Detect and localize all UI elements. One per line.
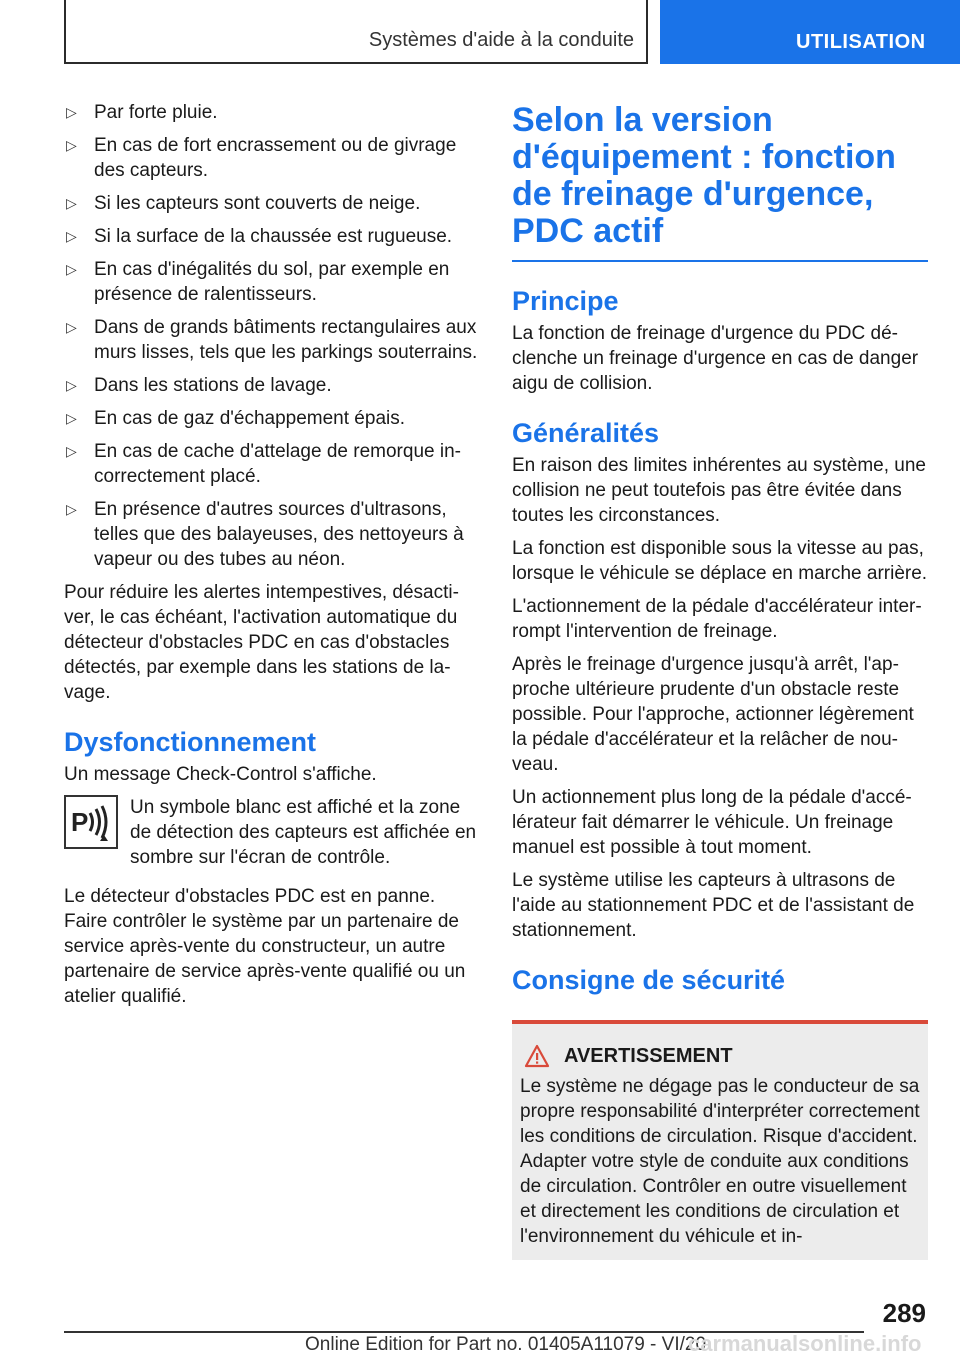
list-item: ▷ En cas d'inégalités du sol, par exemple en présence de ralentisseurs.: [66, 259, 450, 305]
list-item: ▷ Dans les stations de lavage.: [66, 375, 332, 396]
triangle-bullet-icon: ▷: [66, 228, 77, 244]
triangle-bullet-icon: ▷: [66, 261, 77, 277]
malfunction-body: Le détecteur d'obstacles PDC est en panne. Faire contrôler le système par un partenaire de service après-vente du constructeur, un autre partenaire de service après-vente qualifié ou un atelier qualifié.: [64, 886, 466, 1007]
principle-text: La fonction de freinage d'urgence du PDC déclenche un freinage d'urgence en cas de danger aigu de collision.: [512, 323, 919, 394]
warning-box: [512, 1020, 928, 1260]
safety-heading: Consigne de sécurité: [512, 965, 786, 995]
limitations-list: [64, 100, 478, 572]
triangle-bullet-icon: ▷: [66, 501, 77, 517]
section-tab: [660, 0, 960, 64]
warning-text: Le système ne dégage pas le conducteur de sa propre responsabilité d'interpréter correctement les conditions de circulation. Risque d'accident. Adapter votre style de conduite aux conditions de circulation. Contrôler en outre visuellement et directement les conditions de circulation et l'environnement du véhicule et in-: [520, 1076, 920, 1247]
triangle-bullet-icon: ▷: [66, 104, 77, 120]
title-divider: [512, 260, 928, 262]
symbol-description: [64, 795, 478, 870]
list-item: ▷ En cas de cache d'attelage de remorque incorrectement placé.: [66, 441, 461, 487]
symbol-text: Un symbole blanc est affiché et la zone de détection des capteurs est affichée en sombre sur l'écran de contrôle.: [130, 797, 477, 868]
section-label: UTILISATION: [796, 31, 926, 53]
pdc-sensor-icon: [64, 795, 118, 849]
svg-text:P: P: [71, 807, 89, 837]
list-item: ▷ En cas de gaz d'échappement épais.: [66, 408, 406, 429]
general-paragraph: Un actionnement plus long de la pédale d'accélérateur fait démarrer le véhicule. Un freinage manuel est possible à tout moment.: [512, 787, 912, 858]
warning-title-row: [520, 1044, 922, 1068]
list-item: ▷ Par forte pluie.: [66, 102, 218, 123]
triangle-bullet-icon: ▷: [66, 443, 77, 459]
chapter-header: [64, 0, 648, 64]
watermark: carmanualsonline.info: [688, 1331, 922, 1356]
general-paragraph: En raison des limites inhérentes au système, une collision ne peut toutefois pas être évitée dans toutes les circonstances.: [512, 455, 926, 526]
check-control-intro: Un message Check-Control s'affiche.: [64, 764, 377, 785]
chapter-title: Systèmes d'aide à la conduite: [368, 29, 634, 51]
page-number: 289: [882, 1298, 926, 1328]
edition-text: Online Edition for Part no. 01405A11079 - VI/20: [305, 1334, 707, 1355]
list-item: ▷ Si les capteurs sont couverts de neige.: [66, 193, 421, 214]
warning-triangle-icon: [524, 1044, 550, 1068]
list-item: ▷ Si la surface de la chaussée est rugueuse.: [66, 226, 453, 247]
list-item: ▷ En présence d'autres sources d'ultrasons, telles que des balayeuses, des nettoyeurs à vapeur ou des tubes au néon.: [66, 499, 464, 570]
general-paragraph: L'actionnement de la pédale d'accélérateur interrompt l'intervention de freinage.: [512, 596, 922, 642]
triangle-bullet-icon: ▷: [66, 410, 77, 426]
general-heading: Généralités: [512, 418, 660, 448]
triangle-bullet-icon: ▷: [66, 137, 77, 153]
triangle-bullet-icon: ▷: [66, 377, 77, 393]
triangle-bullet-icon: ▷: [66, 319, 77, 335]
list-item: ▷ En cas de fort encrassement ou de givrage des capteurs.: [66, 135, 457, 181]
general-paragraph: Après le freinage d'urgence jusqu'à arrêt, l'approche ultérieure prudente d'un obstacle reste possible. Pour l'approche, actionner légèrement la pédale d'accélérateur et la relâcher de nouveau.: [512, 654, 914, 775]
general-paragraph: La fonction est disponible sous la vitesse au pas, lorsque le véhicule se déplace en marche arrière.: [512, 538, 928, 584]
triangle-bullet-icon: ▷: [66, 195, 77, 211]
general-paragraph: Le système utilise les capteurs à ultrasons de l'aide au stationnement PDC et de l'assistant de stationnement.: [512, 870, 915, 941]
principle-heading: Principe: [512, 286, 619, 316]
right-column: [512, 100, 928, 1260]
page-title: Selon la version d'équipement : fonction de freinage d'urgence, PDC actif: [512, 101, 896, 250]
left-column: [64, 100, 478, 1017]
reduce-alerts-paragraph: Pour réduire les alertes intempestives, désactiver, le cas échéant, l'activation automatique du détecteur d'obstacles PDC en cas d'obstacles détectés, par exemple dans les stations de lavage.: [64, 582, 459, 703]
warning-title: AVERTISSEMENT: [564, 1044, 733, 1067]
malfunction-heading: Dysfonctionnement: [64, 727, 317, 757]
list-item: ▷ Dans de grands bâtiments rectangulaires aux murs lisses, tels que les parkings souterrains.: [66, 317, 478, 363]
